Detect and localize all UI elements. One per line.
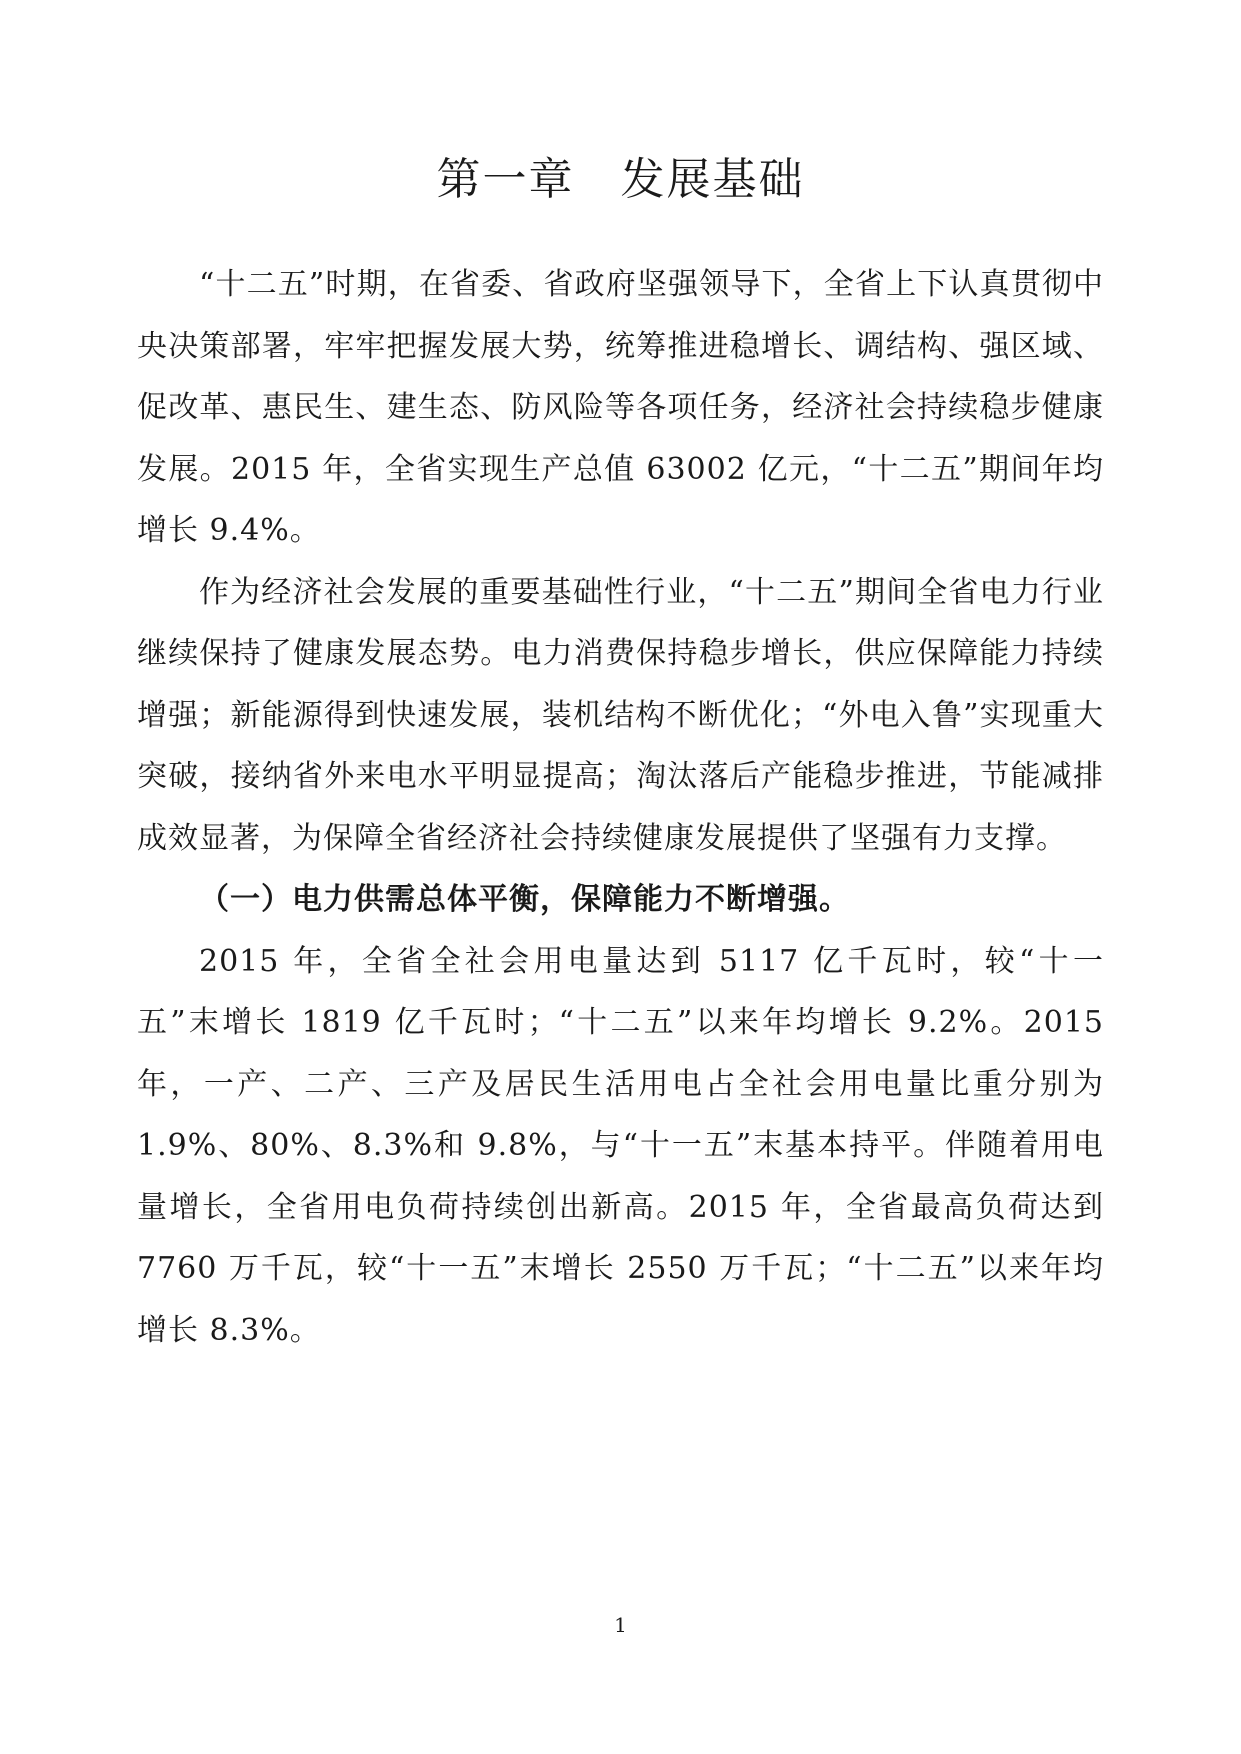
paragraph-power-industry: 作为经济社会发展的重要基础性行业，“十二五”期间全省电力行业继续保持了健康发展态势。电力消费保持稳步增长，供应保障能力持续增强；新能源得到快速发展，装机结构不断优化；“外电入鲁”实现重大突破，接纳省外来电水平明显提高；淘汰落后产能稳步推进，节能减排成效显著，为保障全省经济社会持续健康发展提供了坚强有力支撑。	[137, 574, 1104, 856]
page-number: 1	[614, 1613, 627, 1637]
paragraph-overview: “十二五”时期，在省委、省政府坚强领导下，全省上下认真贯彻中央决策部署，牢牢把握发展大势，统筹推进稳增长、调结构、强区域、促改革、惠民生、建生态、防风险等各项任务，经济社会持续稳步健康发展。2015 年，全省实现生产总值 63002 亿元，“十二五”期间年均增长 9.4%。	[137, 267, 1104, 548]
section-heading: （一）电力供需总体平衡，保障能力不断增强。	[199, 882, 850, 917]
paragraph-supply-demand: 2015 年，全省全社会用电量达到 5117 亿千瓦时，较“十一五”末增长 1819 亿千瓦时；“十二五”以来年均增长 9.2%。2015 年，一产、二产、三产及居民生活用电占全社会用电量比重分别为 1.9%、80%、8.3%和 9.8%，与“十一五”末基本持平。伴随着用电量增长，全省用电负荷持续创出新高。2015 年，全省最高负荷达到 7760 万千瓦，较“十一五”末增长 2550 万千瓦；“十二五”以来年均增长 8.3%。	[137, 943, 1104, 1348]
chapter-title: 第一章 发展基础	[436, 154, 805, 205]
document-body	[137, 254, 1104, 1361]
